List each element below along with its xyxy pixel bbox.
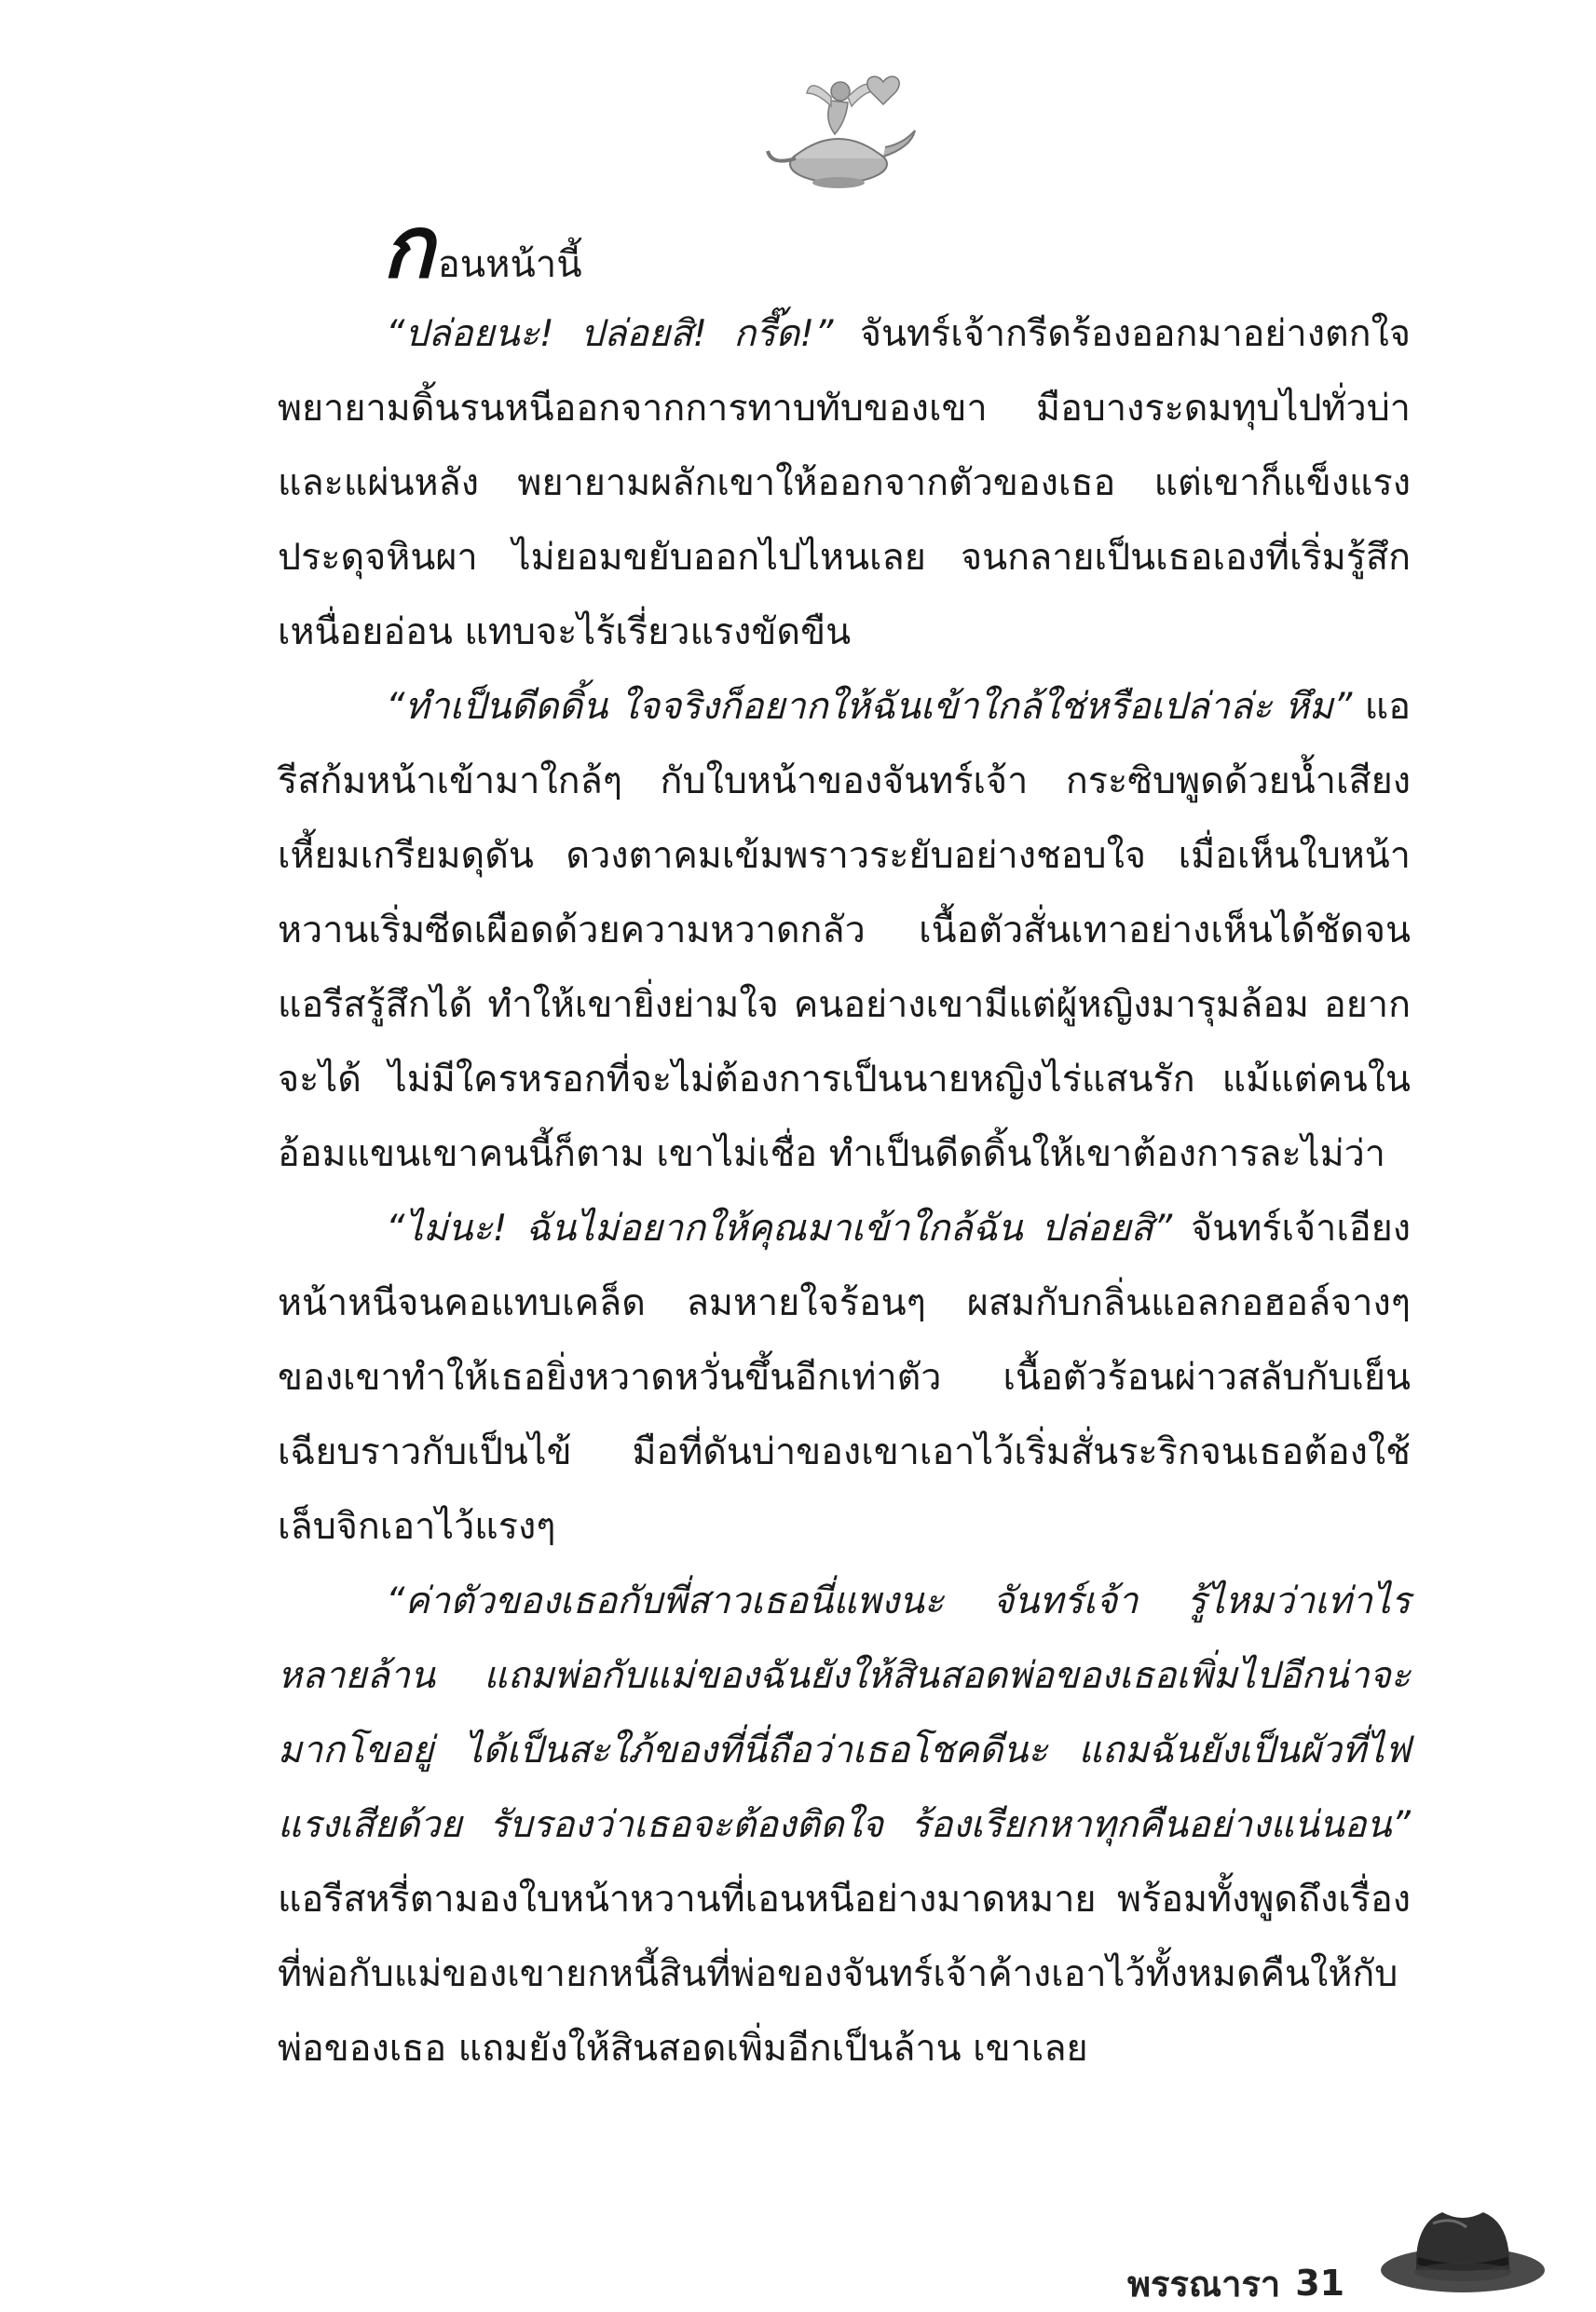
dialogue: “ไม่นะ! ฉันไม่อยากให้คุณมาเข้าใกล้ฉัน ปล่อยสิ”: [386, 1207, 1173, 1250]
narration: แอรีสหรี่ตามองใบหน้าหวานที่เอนหนีอย่างมาดหมาย พร้อมทั้งพูดถึงเรื่องที่พ่อกับแม่ของเขายกหนี้สินที่พ่อของจันทร์เจ้าค้างเอาไว้ทั้งหมดคืนให้กับพ่อของเธอ แถมยังให้สินสอดเพิ่มอีกเป็นล้าน เขาเลย: [278, 1878, 1411, 2070]
chapter-heading: [382, 198, 582, 297]
paragraph: [278, 1191, 1411, 1564]
narration: จันทร์เจ้ากรีดร้องออกมาอย่างตกใจ พยายามดิ้นรนหนีออกจากการทาบทับของเขา มือบางระดมทุบไปทั่วบ่าและแผ่นหลัง พยายามผลักเขาให้ออกจากตัวของเธอ แต่เขาก็แข็งแรงประดุจหินผา ไม่ยอมขยับออกไปไหนเลย จนกลายเป็นเธอเองที่เริ่มรู้สึกเหนื่อยอ่อน แทบจะไร้เรี่ยวแรงขัดขืน: [278, 312, 1411, 653]
paragraph: [278, 669, 1411, 1191]
dialogue: “ค่าตัวของเธอกับพี่สาวเธอนี่แพงนะ จันทร์เจ้า รู้ไหมว่าเท่าไรหลายล้าน แถมพ่อกับแม่ของฉันยังให้สินสอดพ่อของเธอเพิ่มไปอีกน่าจะมากโขอยู่ ได้เป็นสะใภ้ของที่นี่ถือว่าเธอโชคดีนะ แถมฉันยังเป็นผัวที่ไฟแรงเสียด้วย รับรองว่าเธอจะต้องติดใจ ร้องเรียกหาทุกคืนอย่างแน่นอน”: [278, 1580, 1411, 1846]
heading-text: ่อนหน้านี้: [437, 243, 582, 286]
dialogue: “ปล่อยนะ! ปล่อยสิ! กรี๊ด!”: [386, 312, 834, 355]
narration: แอรีสก้มหน้าเข้ามาใกล้ๆ กับใบหน้าของจันทร์เจ้า กระซิบพูดด้วยน้ำเสียงเหี้ยมเกรียมดุดัน ดวงตาคมเข้มพราวระยับอย่างชอบใจ เมื่อเห็นใบหน้าหวานเริ่มซีดเผือดด้วยความหวาดกลัว เนื้อตัวสั่นเทาอย่างเห็นได้ชัดจนแอรีสรู้สึกได้ ทำให้เขายิ่งย่ามใจ คนอย่างเขามีแต่ผู้หญิงมารุมล้อม อยากจะได้ ไม่มีใครหรอกที่จะไม่ต้องการเป็นนายหญิงไร่แสนรัก แม้แต่คนในอ้อมแขนเขาคนนี้ก็ตาม เขาไม่เชื่อ ทำเป็นดีดดิ้นให้เขาต้องการละไม่ว่า: [278, 685, 1411, 1175]
page-number: 31: [1295, 2263, 1345, 2304]
cowboy-hat-icon: [1377, 2196, 1548, 2298]
teapot-cupid-ornament-icon: [755, 54, 922, 194]
narration: จันทร์เจ้าเอียงหน้าหนีจนคอแทบเคล็ด ลมหายใจร้อนๆ ผสมกับกลิ่นแอลกอฮอล์จางๆ ของเขาทำให้เธอยิ่งหวาดหวั่นขึ้นอีกเท่าตัว เนื้อตัวร้อนผ่าวสลับกับเย็นเฉียบราวกับเป็นไข้ มือที่ดันบ่าของเขาเอาไว้เริ่มสั่นระริกจนเธอต้องใช้เล็บจิกเอาไว้แรงๆ: [278, 1207, 1411, 1548]
page-footer: [1127, 2255, 1344, 2311]
drop-cap: ก: [382, 198, 434, 297]
body-text: [278, 296, 1411, 2169]
paragraph: [278, 1564, 1411, 2086]
dialogue: “ทำเป็นดีดดิ้น ใจจริงก็อยากให้ฉันเข้าใกล้ใช่หรือเปล่าล่ะ หึม”: [386, 685, 1353, 728]
paragraph: [278, 296, 1411, 669]
book-title: พรรณารา: [1127, 2263, 1281, 2305]
